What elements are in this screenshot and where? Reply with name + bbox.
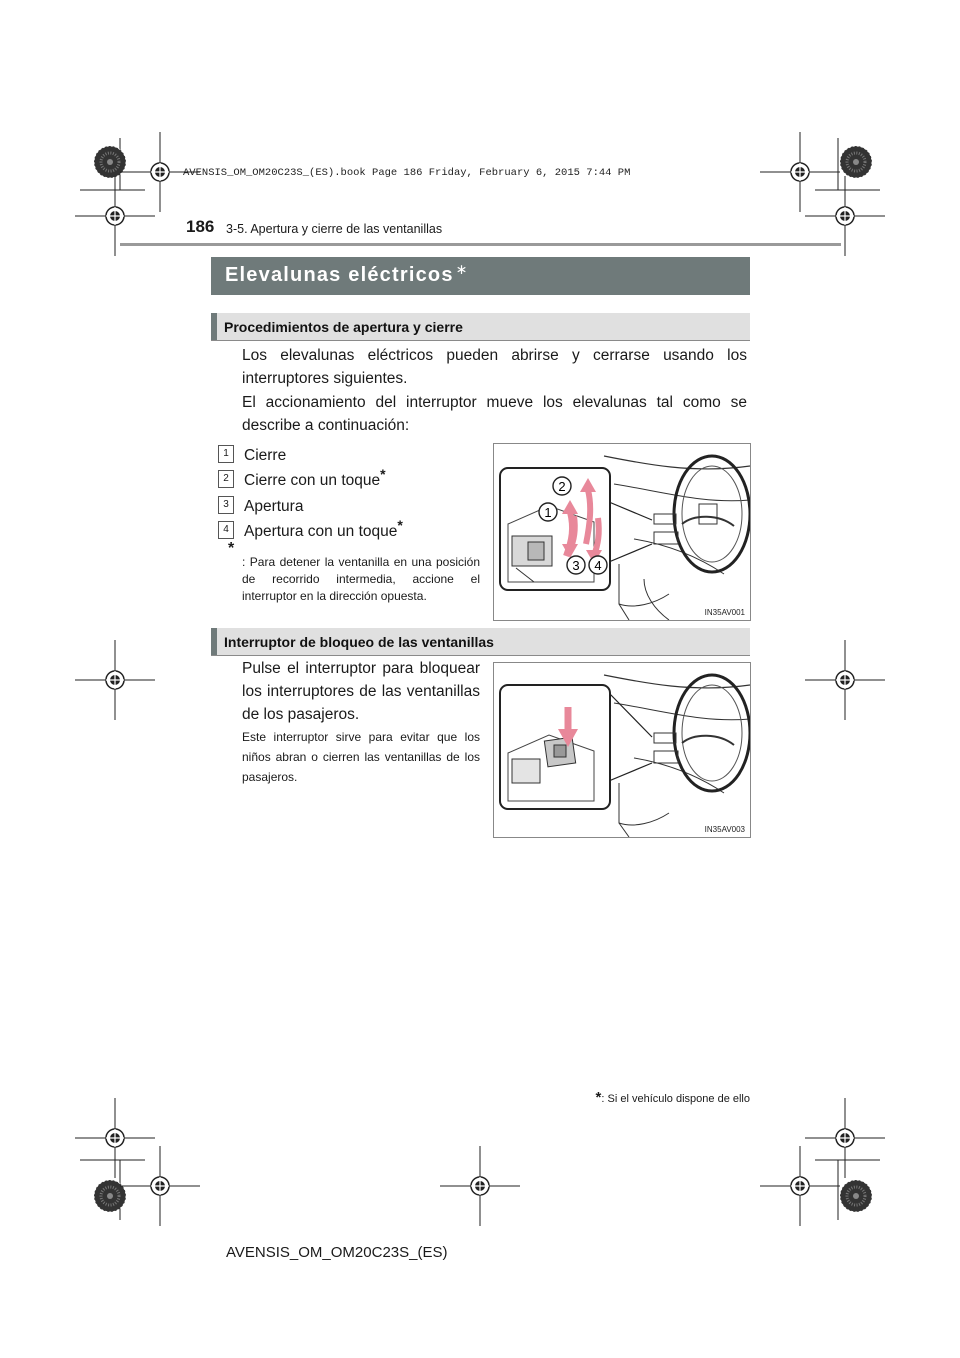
lock-switch-illustration bbox=[494, 663, 750, 837]
item-label: Cierre bbox=[244, 447, 287, 465]
item-number-box: 1 bbox=[218, 445, 234, 463]
item-star: * bbox=[380, 466, 386, 482]
figure-window-switches bbox=[493, 443, 751, 621]
procedures-heading: Procedimientos de apertura y cierre bbox=[224, 319, 463, 335]
procedures-intro: Los elevalunas eléctricos pueden abrirse y cerrarse usando los interruptores siguientes. bbox=[242, 347, 747, 387]
item-label: Cierre con un toque bbox=[244, 472, 381, 490]
section-title-bar bbox=[211, 257, 750, 295]
section-title-asterisk: ∗ bbox=[455, 261, 469, 277]
item-number-box: 4 bbox=[218, 521, 234, 539]
footnote-text: : Para detener la ventanilla en una posición de recorrido intermedia, accione el interruptor en la dirección opuesta. bbox=[242, 555, 480, 603]
running-title: 3-5. Apertura y cierre de las ventanillas bbox=[226, 222, 443, 236]
procedures-description: El accionamiento del interruptor mueve los elevalunas tal como se describe a continuación: bbox=[242, 394, 747, 434]
item-number-box: 3 bbox=[218, 496, 234, 514]
footer-book-code: AVENSIS_OM_OM20C23S_(ES) bbox=[226, 1244, 448, 1261]
figure-lock-switch bbox=[493, 662, 751, 838]
list-item bbox=[218, 514, 403, 541]
lock-switch-heading-bar bbox=[211, 628, 750, 656]
figure-code: IN35AV003 bbox=[704, 825, 745, 834]
callout-3: 3 bbox=[572, 558, 580, 573]
header-rule bbox=[120, 243, 841, 246]
lock-switch-text: Pulse el interruptor para bloquear los interruptores de las ventanillas de los pasajeros. bbox=[242, 660, 480, 723]
availability-note bbox=[596, 1089, 750, 1106]
lock-switch-heading: Interruptor de bloqueo de las ventanillas bbox=[224, 634, 494, 650]
item-number-box: 2 bbox=[218, 470, 234, 488]
availability-star: * bbox=[595, 1089, 602, 1106]
item-label: Apertura bbox=[244, 498, 304, 516]
lock-switch-note: Este interruptor sirve para evitar que los niños abran o cierren las ventanillas de los pasajeros. bbox=[242, 730, 480, 784]
list-item bbox=[218, 438, 287, 465]
callout-2: 2 bbox=[558, 479, 566, 494]
availability-text: : Si el vehículo dispone de ello bbox=[601, 1093, 750, 1105]
item-label: Apertura con un toque bbox=[244, 523, 398, 541]
list-item bbox=[218, 489, 304, 516]
switch-illustration bbox=[494, 444, 750, 620]
footnote-star: * bbox=[228, 540, 235, 557]
list-item bbox=[218, 463, 386, 490]
section-title: Elevalunas eléctricos bbox=[225, 264, 454, 286]
figure-code: IN35AV001 bbox=[704, 608, 745, 617]
print-slug: AVENSIS_OM_OM20C23S_(ES).book Page 186 Friday, February 6, 2015 7:44 PM bbox=[183, 167, 631, 179]
callout-4: 4 bbox=[594, 558, 602, 573]
procedures-heading-bar bbox=[211, 313, 750, 341]
callout-1: 1 bbox=[544, 505, 552, 520]
item-star: * bbox=[397, 517, 403, 533]
page-number: 186 bbox=[186, 217, 215, 236]
procedures-footnote bbox=[228, 540, 480, 605]
